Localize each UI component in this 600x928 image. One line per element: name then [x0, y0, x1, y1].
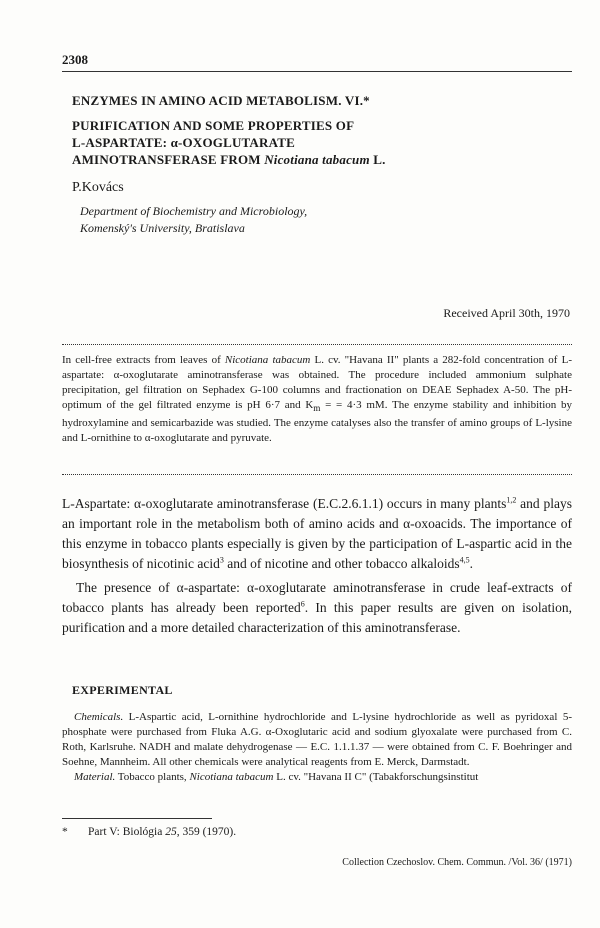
author-name: P.Kovács: [72, 180, 124, 195]
title-line-4-main: AMINOTRANSFERASE FROM: [72, 152, 265, 167]
footnote-rule: [62, 818, 212, 819]
affiliation-line-1: Department of Biochemistry and Microbiology,: [80, 204, 308, 218]
footnote-text-a: Part V: Biológia: [88, 826, 166, 838]
title-line-2: PURIFICATION AND SOME PROPERTIES OF: [72, 118, 355, 133]
footnote-mark: *: [62, 826, 68, 838]
chemicals-label: Chemicals.: [74, 711, 124, 723]
citation-4-5: 4,5: [459, 555, 470, 565]
abstract-top-rule: [62, 344, 572, 345]
material-text-b: L. cv. "Havana II C" (Tabakforschungsinstitut: [273, 771, 479, 783]
received-date: Received April 30th, 1970: [443, 306, 570, 320]
abstract-species: Nicotiana tabacum: [224, 354, 311, 366]
intro-p1-text-b: and plays an important role in the metabolism both of amino acids and α-oxoacids. The importance of this enzyme in tobacco plants especially is given by the participation of L-aspartic acid in the biosynthesis of nicotinic acid: [62, 496, 572, 571]
intro-p2-text-b: . In this paper results are given on isolation, purification and a more detailed characterization of this aminotransferase.: [62, 600, 573, 635]
section-heading-experimental: EXPERIMENTAL: [72, 683, 173, 697]
material-paragraph: [62, 770, 572, 785]
chemicals-paragraph: [62, 710, 572, 770]
journal-citation: Collection Czechoslov. Chem. Commun. /Vol. 36/ (1971): [342, 857, 572, 868]
abstract-bottom-rule: [62, 474, 572, 475]
intro-p1-text-d: .: [469, 556, 474, 571]
abstract: [62, 353, 572, 446]
abstract-part-2: L. cv. "Havana II" plants a 282-fold concentration of L-aspartate: α-oxoglutarate aminotransferase was obtained. The procedure included ammonium sulphate precipitation, gel filtration on Sephadex G-100 columns and fractionation on DEAE Sephadex A-50. The pH-optimum of the gel filtrated enzyme is pH 6·7 and K: [62, 354, 573, 411]
intro-p2-text-a: The presence of α-aspartate: α-oxoglutarate aminotransferase in crude leaf-extracts of tobacco plants has already been reported: [62, 580, 572, 615]
footnote-volume: 25: [165, 826, 177, 838]
material-species: Nicotiana tabacum: [189, 771, 274, 783]
abstract-part-3: = = 4·3 mM. The enzyme stability and inhibition by hydroxylamine and semicarbazide was studied. The enzyme catalyses also the transfer of amino groups of L-lysine and L-ornithine to α-oxoglutarate and pyruvate.: [62, 399, 572, 445]
experimental-section: [62, 710, 572, 785]
author-affiliation: [80, 203, 307, 237]
title-line-4-suffix: L.: [369, 152, 386, 167]
abstract-km-subscript: m: [313, 403, 321, 414]
intro-paragraph-1: [62, 494, 572, 574]
title-line-3: L-ASPARTATE: α-OXOGLUTARATE: [72, 135, 295, 150]
citation-6: 6: [300, 599, 305, 609]
affiliation-line-2: Komenský's University, Bratislava: [80, 221, 245, 235]
intro-paragraph-2: [62, 578, 572, 638]
title-line-4: [72, 151, 572, 168]
abstract-part-1: In cell-free extracts from leaves of: [62, 354, 225, 366]
page-number: 2308: [62, 52, 88, 67]
footnote-text-b: , 359 (1970).: [176, 826, 237, 838]
material-text-a: Tobacco plants,: [115, 771, 190, 783]
citation-3: 3: [219, 555, 224, 565]
header-rule: [62, 71, 572, 72]
material-label: Material.: [74, 771, 116, 783]
footnote: [62, 826, 236, 838]
intro-p1-text-c: and of nicotine and other tobacco alkaloids: [223, 556, 460, 571]
title-line-1: ENZYMES IN AMINO ACID METABOLISM. VI.*: [72, 93, 370, 108]
citation-1-2: 1,2: [506, 495, 517, 505]
article-title: [72, 92, 572, 168]
introduction: [62, 494, 572, 638]
title-species: Nicotiana tabacum: [264, 152, 370, 167]
intro-p1-text-a: L-Aspartate: α-oxoglutarate aminotransferase (E.C.2.6.1.1) occurs in many plants: [62, 496, 507, 511]
chemicals-text: L-Aspartic acid, L-ornithine hydrochloride and L-lysine hydrochloride as well as pyridoxal 5-phosphate were purchased from Fluka A.G. α-Oxoglutaric acid and sodium glyoxalate were purchased from C. Roth, Karlsruhe. NADH and malate dehydrogenase — E.C. 1.1.1.37 — were obtained from C. F. Boehringer and Soehne, Mannheim. All other chemicals were analytical reagents from E. Merck, Darmstadt.: [62, 711, 572, 768]
